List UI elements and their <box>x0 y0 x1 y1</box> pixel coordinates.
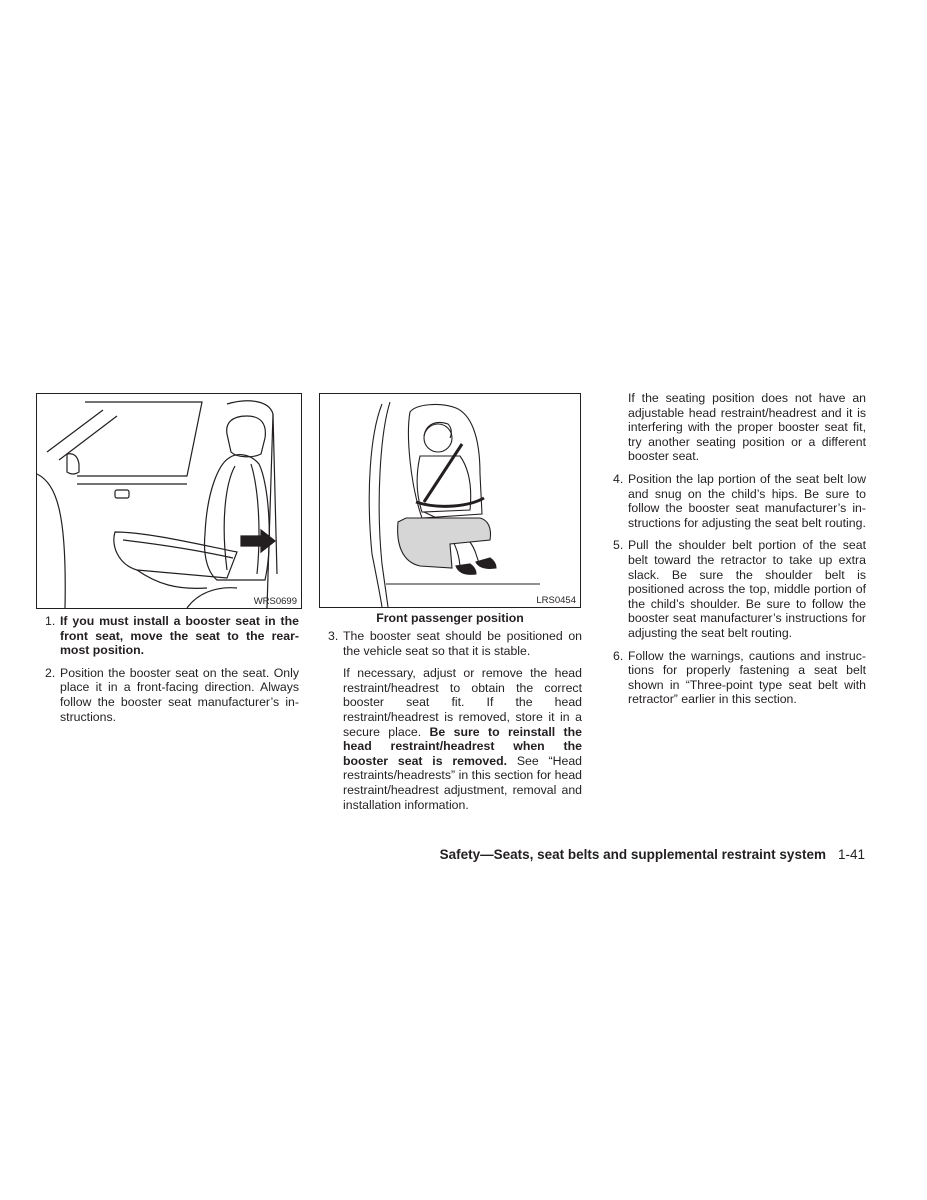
step-text: If you must install a booster seat in the front seat, move the seat to the rear-most position. <box>60 614 299 658</box>
step-text: The booster seat should be positioned on the vehicle seat so that it is stable. <box>343 629 582 658</box>
step-text: Position the booster seat on the seat. Only place it in a front-facing direction. Always follow the booster seat manufacturer’s in-structions. <box>60 665 299 724</box>
section-title: Safety—Seats, seat belts and supplemental restraint system <box>439 847 826 862</box>
step-number: 6. <box>613 648 624 663</box>
paragraph-text: See “Head restraints/headrests” in this section for head restraint/headrest adjustment, removal and installation information. <box>343 753 582 812</box>
step-text: Follow the warnings, cautions and instruc-tions for properly fastening a seat belt shown in “Three-point type seat belt with retractor” earlier in this section. <box>628 648 866 707</box>
figure-caption: Front passenger position <box>376 611 524 625</box>
column-2 <box>325 629 582 812</box>
booster-seat-illustration-figure <box>319 393 581 608</box>
step-text: Position the lap portion of the seat belt low and snug on the child’s hips. Be sure to follow the booster seat manufacturer’s in-structions for adjusting the seat belt routing. <box>628 471 866 530</box>
figure-code: LRS0454 <box>536 595 576 606</box>
step-number: 4. <box>613 471 624 486</box>
column-1 <box>42 614 299 724</box>
paragraph <box>325 666 582 812</box>
page-footer <box>440 848 865 863</box>
step-2 <box>42 666 299 724</box>
front-seat-illustration <box>37 394 301 608</box>
step-3 <box>325 629 582 658</box>
column-3 <box>610 391 866 707</box>
paragraph: If the seating position does not have an adjustable head restraint/headrest and it is interfering with the proper booster seat fit, try another seating position or a different booster seat. <box>628 391 866 464</box>
step-number: 1. <box>45 614 56 628</box>
figure-code: WRS0699 <box>253 596 297 607</box>
step-1 <box>42 614 299 658</box>
page-number: 1-41 <box>837 847 865 862</box>
step-text: Pull the shoulder belt portion of the seat belt toward the retractor to take up extra slack. Be sure the shoulder belt is positioned across the top, middle portion of the child’s shoulder. Be sure to follow the booster seat manufacturer’s instructions for adjusting the seat belt routing. <box>628 538 866 640</box>
step-4 <box>610 472 866 530</box>
seat-illustration-figure <box>36 393 302 609</box>
paragraph-text: If necessary, adjust or remove the head restraint/headrest to obtain the correct booster seat fit. If the head restraint/headrest is removed, store it in a secure place. <box>343 666 582 739</box>
step-number: 3. <box>328 629 339 643</box>
step-5 <box>610 538 866 640</box>
paragraph-bold-text: Be sure to reinstall the head restraint/headrest when the booster seat is removed. <box>343 724 583 768</box>
step-number: 5. <box>613 538 624 553</box>
child-booster-seat-illustration <box>320 394 580 607</box>
step-number: 2. <box>45 665 56 680</box>
step-6 <box>610 649 866 707</box>
